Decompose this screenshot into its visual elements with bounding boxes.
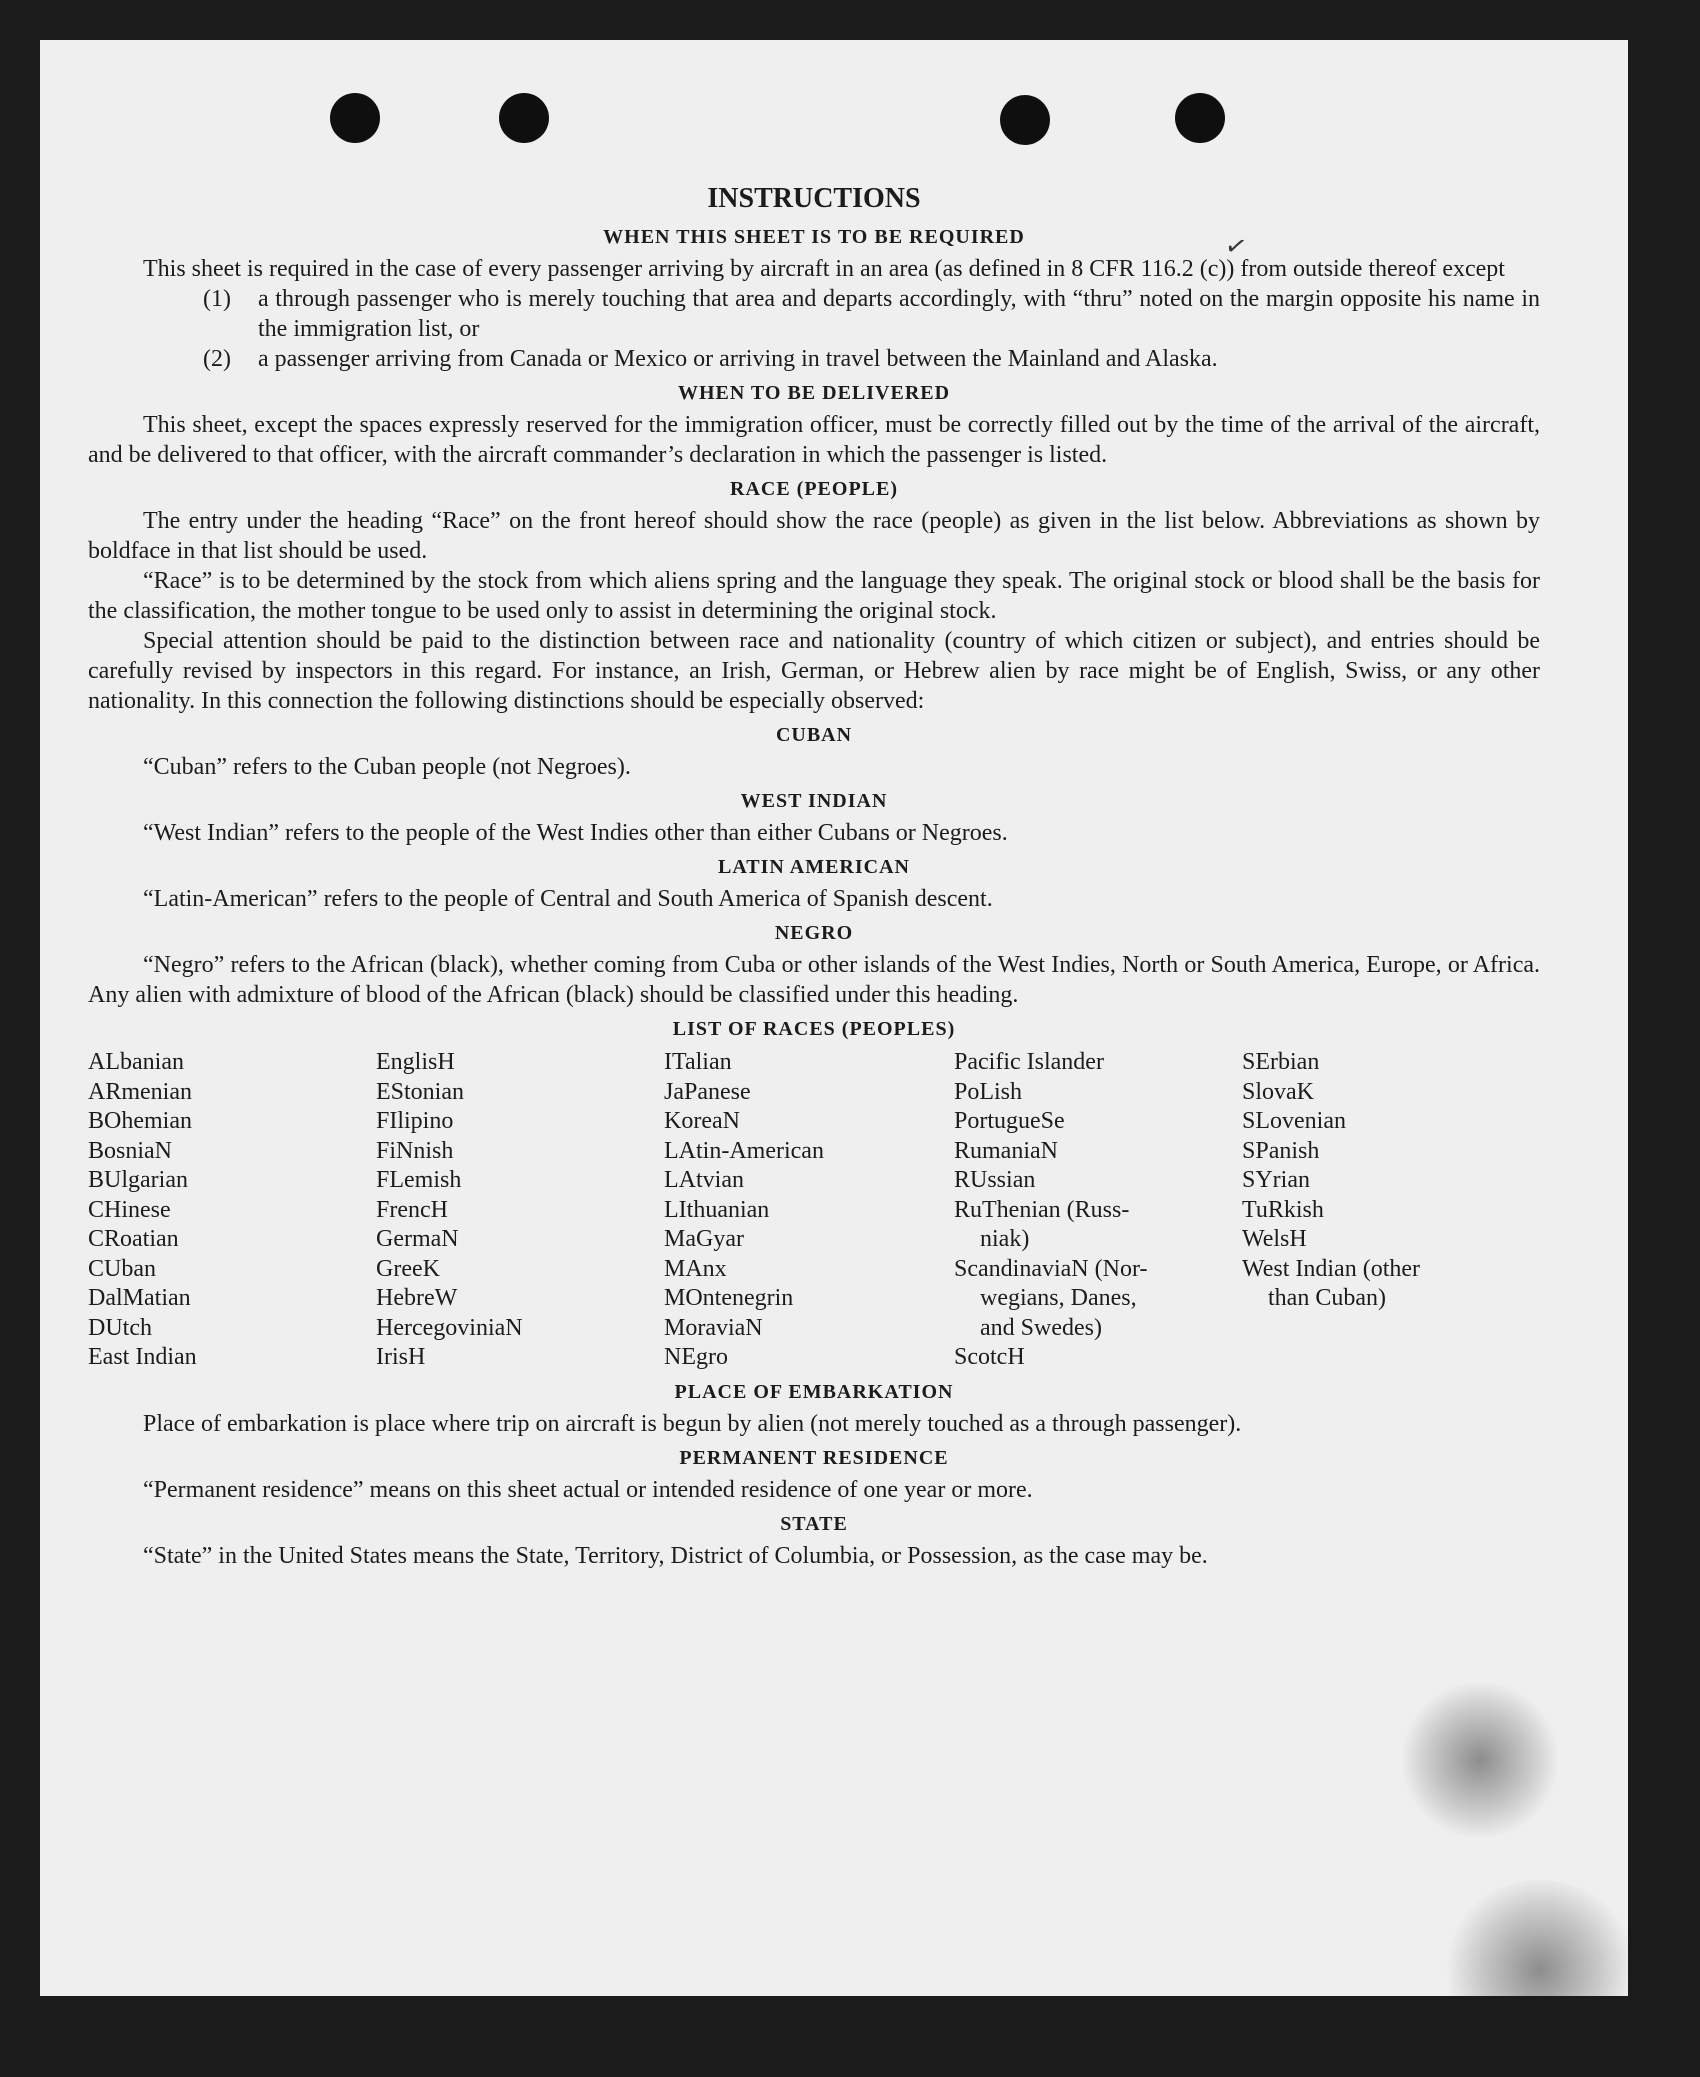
race-entry: DalMatian [88, 1285, 191, 1311]
page-title: INSTRUCTIONS [707, 183, 921, 214]
section-heading: PLACE OF EMBARKATION [674, 1380, 954, 1403]
race-entry: niak) [980, 1226, 1030, 1252]
race-entry: LAtvian [664, 1167, 744, 1193]
race-entry: KoreaN [664, 1108, 740, 1134]
race-entry: SlovaK [1242, 1078, 1314, 1105]
race-entry: MoraviaN [664, 1314, 763, 1341]
race-entry: FrencH [376, 1196, 448, 1223]
list-item [88, 284, 1540, 344]
race-entry: PortugueSe [954, 1108, 1065, 1134]
race-entry: CUban [88, 1255, 156, 1282]
race-entry: CRoatian [88, 1226, 179, 1252]
race-entry: JaPanese [664, 1078, 751, 1105]
race-entry: ScotcH [954, 1344, 1025, 1370]
list-item [88, 344, 1540, 374]
race-entry: FLemish [376, 1167, 462, 1193]
race-entry: and Swedes) [980, 1314, 1102, 1341]
punch-hole [499, 93, 549, 143]
race-column [954, 1048, 1242, 1373]
section-heading: WEST INDIAN [740, 790, 888, 812]
race-entry: MOntenegrin [664, 1285, 794, 1311]
list-number: (1) [203, 286, 231, 312]
paragraph: This sheet is required in the case of every passenger arriving by aircraft in an area (as defined in 8 CFR 116.2 (c)) from outside thereof except [143, 256, 1505, 282]
paragraph: “Latin-American” refers to the people of Central and South America of Spanish descent. [143, 886, 993, 912]
paragraph: This sheet, except the spaces expressly reserved for the immigration officer, must be correctly filled out by the time of the arrival of the aircraft, and be delivered to that officer, with the aircraft commander’s declaration in which the passenger is listed. [88, 412, 1540, 468]
race-entry: BosniaN [88, 1137, 172, 1164]
race-entry: ITalian [664, 1049, 732, 1075]
race-entry: ARmenian [88, 1078, 192, 1105]
race-entry: PoLish [954, 1078, 1023, 1105]
section-heading: STATE [780, 1512, 848, 1535]
race-entry: MAnx [664, 1255, 727, 1282]
race-column [88, 1048, 376, 1373]
race-entry: ScandinaviaN (Nor- [954, 1255, 1148, 1282]
section-heading: LIST OF RACES (PEOPLES) [672, 1018, 956, 1040]
race-entry: SPanish [1242, 1137, 1320, 1164]
race-entry: SYrian [1242, 1167, 1310, 1193]
race-entry: EStonian [376, 1078, 464, 1105]
race-entry: BUlgarian [88, 1167, 188, 1193]
race-column [664, 1048, 954, 1373]
paragraph: Special attention should be paid to the distinction between race and nationality (country of which citizen or subject), and entries should be carefully revised by inspectors in this regard. For instance, an Irish, German, or Hebrew alien by race might be of English, Swiss, or any other nationality. In this connection the following distinctions should be especially observed: [88, 628, 1540, 714]
list-text: a passenger arriving from Canada or Mexico or arriving in travel between the Mainland and Alaska. [258, 346, 1218, 372]
race-entry: than Cuban) [1268, 1285, 1386, 1311]
race-entry: NEgro [664, 1344, 728, 1370]
punch-hole [330, 93, 380, 143]
instructions-content [88, 180, 1540, 1571]
race-entry: GermaN [376, 1226, 459, 1252]
race-entry: RuThenian (Russ- [954, 1196, 1130, 1223]
race-entry: IrisH [376, 1344, 426, 1370]
list-number: (2) [203, 346, 231, 372]
race-entry: FiNnish [376, 1137, 454, 1164]
section-heading: PERMANENT RESIDENCE [679, 1446, 949, 1469]
race-entry: EnglisH [376, 1049, 455, 1075]
race-entry: CHinese [88, 1196, 171, 1223]
ink-smudge [1400, 1680, 1560, 1840]
race-entry: FIlipino [376, 1108, 454, 1134]
race-column [1242, 1048, 1542, 1373]
paragraph: “Cuban” refers to the Cuban people (not Negroes). [143, 754, 631, 780]
race-entry: DUtch [88, 1314, 152, 1341]
section-heading: WHEN TO BE DELIVERED [677, 382, 951, 404]
race-entry: MaGyar [664, 1226, 744, 1252]
section-heading: CUBAN [775, 724, 853, 746]
paragraph: “State” in the United States means the State, Territory, District of Columbia, or Possession, as the case may be. [143, 1542, 1208, 1569]
section-heading: NEGRO [774, 922, 854, 944]
race-entry: Pacific Islander [954, 1049, 1104, 1075]
punch-hole [1000, 95, 1050, 145]
race-entry: East Indian [88, 1344, 197, 1370]
race-entry: LAtin-American [664, 1137, 824, 1164]
race-entry: WelsH [1242, 1226, 1307, 1252]
paragraph: “Permanent residence” means on this sheet actual or intended residence of one year or more. [143, 1476, 1033, 1503]
race-entry: SErbian [1242, 1049, 1320, 1075]
punch-hole [1175, 93, 1225, 143]
race-entry: HebreW [376, 1285, 458, 1311]
section-heading: WHEN THIS SHEET IS TO BE REQUIRED [603, 226, 1025, 248]
list-text: a through passenger who is merely touching that area and departs accordingly, with “thru” noted on the margin opposite his name in the immigration list, or [258, 286, 1540, 342]
race-entry: RUssian [954, 1167, 1036, 1193]
race-entry: TuRkish [1242, 1196, 1324, 1223]
race-entry: ALbanian [88, 1049, 184, 1075]
race-entry: GreeK [376, 1255, 440, 1282]
race-list [88, 1048, 1540, 1373]
race-column [376, 1048, 664, 1373]
ink-smudge [1440, 1880, 1628, 1996]
race-entry: West Indian (other [1242, 1255, 1421, 1282]
paragraph: The entry under the heading “Race” on the front hereof should show the race (people) as given in the list below. Abbreviations as shown by boldface in that list should be used. [88, 508, 1540, 564]
race-entry: RumaniaN [954, 1137, 1058, 1164]
race-entry: LIthuanian [664, 1196, 770, 1223]
section-heading: RACE (PEOPLE) [730, 478, 898, 500]
section-heading: LATIN AMERICAN [718, 856, 910, 878]
paragraph: Place of embarkation is place where trip on aircraft is begun by alien (not merely touched as a through passenger). [143, 1410, 1242, 1437]
race-entry: wegians, Danes, [980, 1285, 1137, 1311]
race-entry: HercegoviniaN [376, 1314, 523, 1341]
document-sheet [40, 40, 1628, 1996]
race-entry: SLovenian [1242, 1108, 1346, 1134]
paragraph: “Race” is to be determined by the stock from which aliens spring and the language they speak. The original stock or blood shall be the basis for the classification, the mother tongue to be used only to assist in determining the original stock. [88, 568, 1540, 624]
paragraph: “Negro” refers to the African (black), whether coming from Cuba or other islands of the West Indies, North or South America, Europe, or Africa. Any alien with admixture of blood of the African (black) should be classified under this heading. [88, 952, 1540, 1008]
paragraph: “West Indian” refers to the people of the West Indies other than either Cubans or Negroes. [143, 820, 1008, 846]
race-entry: BOhemian [88, 1108, 192, 1134]
check-mark: ✓ [1222, 230, 1250, 263]
